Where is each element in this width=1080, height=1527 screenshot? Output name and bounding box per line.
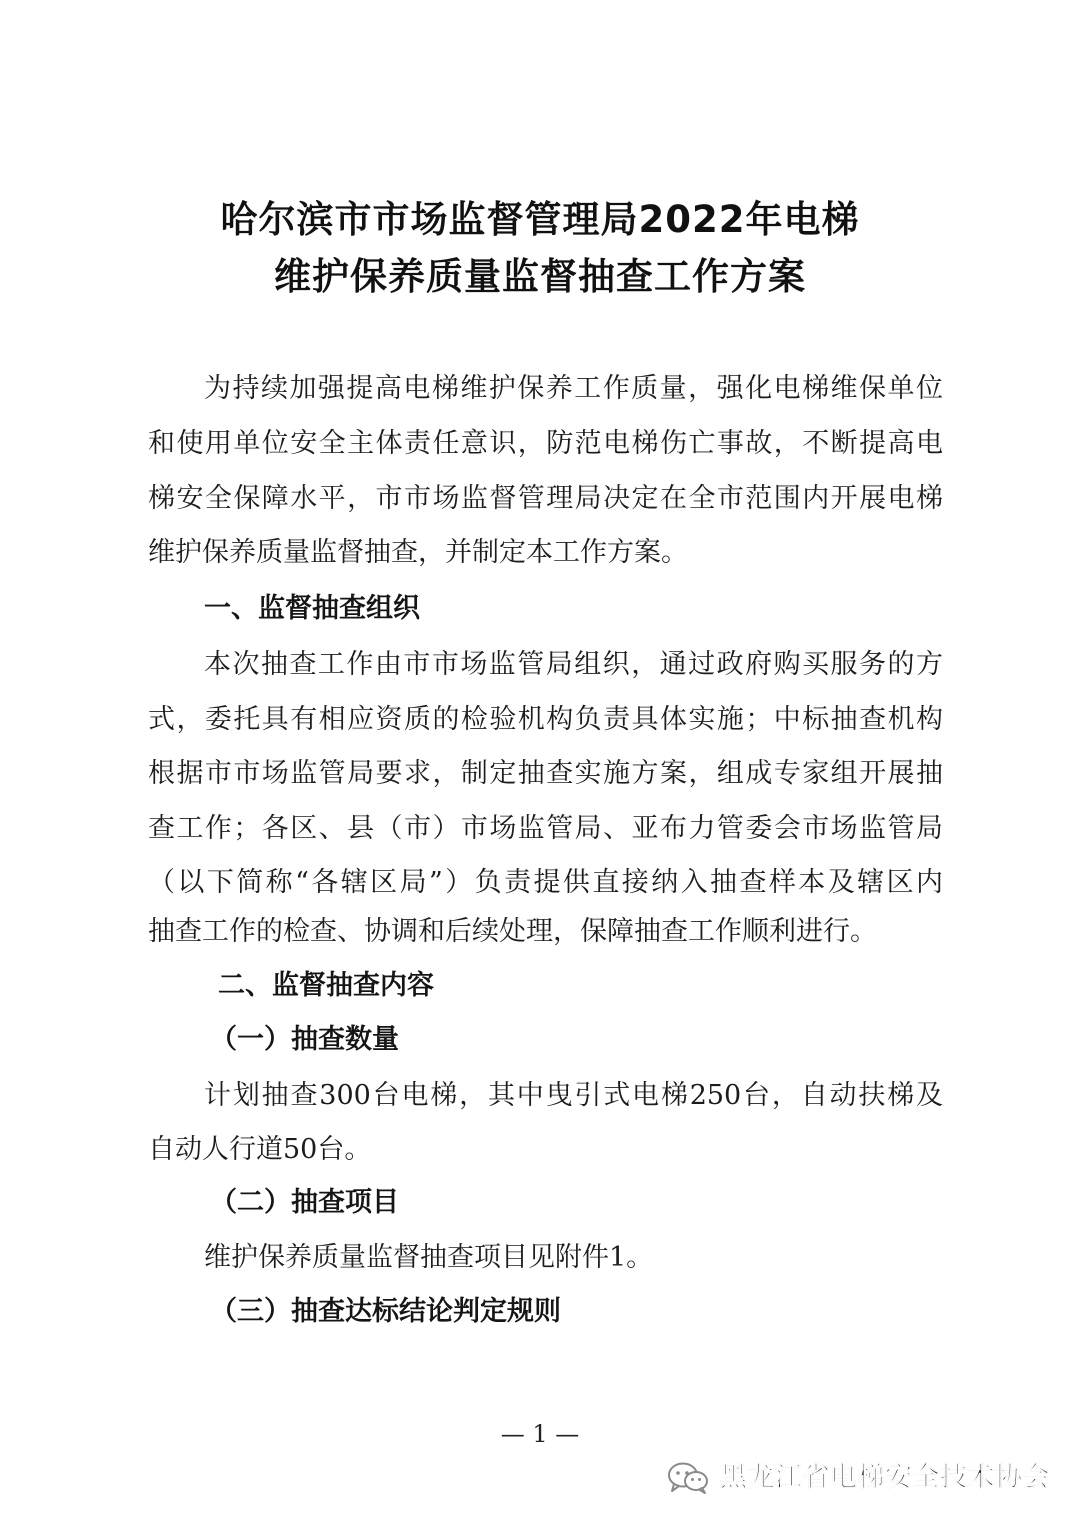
subsection-heading-quantity: （一）抽查数量	[210, 1024, 399, 1055]
document-title-line-2: 维护保养质量监督抽查工作方案	[274, 255, 806, 298]
watermark-text: 黑龙江省电梯安全技术协会	[720, 1462, 1050, 1493]
watermark	[666, 1458, 1050, 1498]
subsection-heading-rules: （三）抽查达标结论判定规则	[210, 1296, 561, 1327]
section-heading-content: 二、监督抽查内容	[218, 970, 434, 1001]
sub2-paragraph-line: 维护保养质量监督抽查项目见附件1。	[204, 1242, 654, 1273]
intro-paragraph-line: 为持续加强提高电梯维护保养工作质量，强化电梯维保单位	[204, 373, 943, 404]
intro-paragraph-line: 和使用单位安全主体责任意识，防范电梯伤亡事故，不断提高电	[148, 428, 943, 459]
section1-paragraph-line: 式，委托具有相应资质的检验机构负责具体实施；中标抽查机构	[148, 704, 943, 735]
sub1-paragraph-line: 计划抽查300台电梯，其中曳引式电梯250台，自动扶梯及	[204, 1080, 943, 1111]
section1-paragraph-line: 本次抽查工作由市市场监管局组织，通过政府购买服务的方	[204, 649, 943, 680]
section1-paragraph-line: 查工作；各区、县（市）市场监管局、亚布力管委会市场监管局	[148, 813, 943, 844]
wechat-icon	[666, 1460, 712, 1496]
page-number: — 1 —	[500, 1420, 580, 1448]
sub1-paragraph-line: 自动人行道50台。	[148, 1134, 372, 1165]
intro-paragraph-line: 维护保养质量监督抽查，并制定本工作方案。	[148, 537, 688, 568]
section1-paragraph-line: 抽查工作的检查、协调和后续处理，保障抽查工作顺利进行。	[148, 916, 877, 947]
intro-paragraph-line: 梯安全保障水平，市市场监督管理局决定在全市范围内开展电梯	[148, 483, 943, 514]
section1-paragraph-line: 根据市市场监管局要求，制定抽查实施方案，组成专家组开展抽	[148, 758, 943, 789]
section1-paragraph-line: （以下简称“各辖区局”）负责提供直接纳入抽查样本及辖区内	[148, 867, 943, 898]
section-heading-organization: 一、监督抽查组织	[204, 593, 420, 624]
document-title-line-1: 哈尔滨市市场监督管理局2022年电梯	[220, 198, 860, 241]
subsection-heading-items: （二）抽查项目	[210, 1187, 399, 1218]
